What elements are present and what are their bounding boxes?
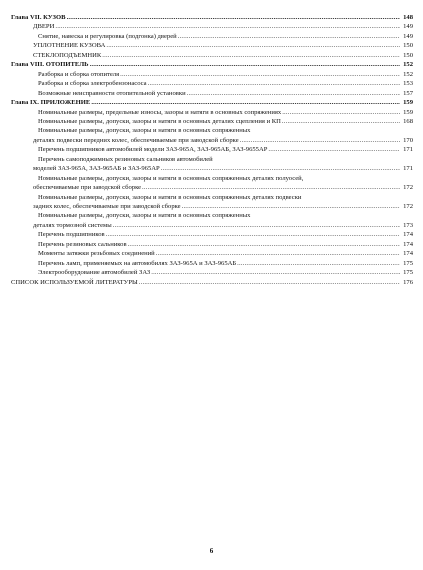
toc-entry-title: Перечень самоподжимных резиновых сальников автомобилей bbox=[38, 155, 213, 163]
toc-entry bbox=[11, 60, 413, 69]
toc-entry bbox=[11, 164, 413, 173]
toc-entry bbox=[11, 41, 413, 50]
toc-entry bbox=[11, 278, 413, 287]
toc-leader-dots bbox=[240, 136, 400, 145]
toc-leader-dots bbox=[187, 89, 400, 98]
toc-entry bbox=[11, 136, 413, 145]
toc-entry bbox=[11, 98, 413, 107]
toc-entry-page: 172 bbox=[403, 203, 413, 210]
toc-entry-page: 175 bbox=[403, 259, 413, 267]
toc-entry-title: УПЛОТНЕНИЕ КУЗОВА bbox=[33, 42, 106, 50]
toc-entry-title: деталях подвески передних колес, обеспечиваемые при заводской сборке bbox=[33, 136, 239, 144]
toc-leader-dots bbox=[113, 221, 400, 230]
toc-leader-dots bbox=[139, 278, 400, 287]
toc-entry-title: Номинальные размеры, допуски, зазоры и натяги в основных сопряженных деталях подвески bbox=[38, 193, 302, 201]
toc-entry bbox=[11, 79, 413, 88]
toc-entry bbox=[11, 202, 413, 211]
toc-entry bbox=[11, 51, 413, 60]
toc-entry-page: 170 bbox=[403, 136, 413, 144]
toc-entry bbox=[11, 230, 413, 239]
toc-entry-title: Снятие, навеска и регулировка (подгонка) дверей bbox=[38, 32, 177, 40]
toc-entry-title: Разборка и сборка электробензонасоса bbox=[38, 80, 147, 88]
toc-entry bbox=[11, 268, 413, 277]
toc-entry bbox=[11, 22, 413, 31]
toc-leader-dots bbox=[282, 108, 400, 117]
toc-entry-page: 159 bbox=[403, 99, 413, 107]
toc-entry-title: СПИСОК ИСПОЛЬЗУЕМОЙ ЛИТЕРАТУРЫ bbox=[11, 278, 138, 286]
toc-entry bbox=[11, 259, 413, 268]
toc-entry-page: 174 bbox=[403, 250, 413, 258]
toc-entry-title: Моменты затяжки резьбовых соединений bbox=[38, 250, 155, 258]
toc-entry bbox=[11, 174, 413, 183]
toc-entry-title: Номинальные размеры, допуски, зазоры и натяги в основных сопряженных bbox=[38, 212, 251, 220]
toc-entry bbox=[11, 249, 413, 258]
toc-entry bbox=[11, 89, 413, 98]
toc-entry-page: 149 bbox=[403, 32, 413, 40]
toc-entry-title: Перечень резиновых сальников bbox=[38, 240, 127, 248]
toc-entry-title: Перечень подшипников автомобилей модели ЗАЗ-965А, ЗАЗ-965АБ, ЗАЗ-9655АР bbox=[38, 146, 268, 154]
toc-leader-dots bbox=[55, 22, 400, 31]
toc-entry bbox=[11, 108, 413, 117]
toc-leader-dots bbox=[151, 268, 400, 277]
toc-entry-page: 171 bbox=[403, 146, 413, 154]
toc-entry-title: Номинальные размеры, допуски, зазоры и натяги в основных сопряженных bbox=[38, 127, 251, 135]
toc-entry-page: 173 bbox=[403, 221, 413, 229]
toc-leader-dots bbox=[102, 51, 400, 60]
toc-entry bbox=[11, 183, 413, 192]
toc-leader-dots bbox=[237, 259, 400, 268]
toc-entry-page: 148 bbox=[403, 14, 413, 21]
toc-entry-title: моделей ЗАЗ-965А, ЗАЗ-965АБ и ЗАЗ-965АР bbox=[33, 165, 160, 173]
toc-entry-page: 174 bbox=[403, 240, 413, 248]
toc-entry bbox=[11, 193, 413, 202]
toc-entry-page: 176 bbox=[403, 278, 413, 286]
toc-entry-page: 152 bbox=[403, 70, 413, 78]
toc-entry bbox=[11, 13, 413, 22]
toc-leader-dots bbox=[282, 117, 400, 126]
toc-entry bbox=[11, 221, 413, 230]
toc-entry-page: 157 bbox=[403, 89, 413, 97]
toc-leader-dots bbox=[142, 183, 400, 192]
toc-leader-dots bbox=[182, 202, 400, 211]
toc-entry-page: 171 bbox=[403, 165, 413, 173]
toc-leader-dots bbox=[106, 230, 400, 239]
toc-entry-title: Номинальные размеры, допуски, зазоры и натяги в основных сопряженных деталях полуосей, bbox=[38, 174, 304, 182]
toc-leader-dots bbox=[268, 145, 400, 154]
toc-leader-dots bbox=[156, 249, 400, 258]
toc-leader-dots bbox=[178, 32, 400, 41]
toc-entry-title: задних колес, обеспечиваемые при заводской сборке bbox=[33, 203, 181, 210]
toc-entry-page: 174 bbox=[403, 231, 413, 239]
toc-leader-dots bbox=[106, 41, 400, 50]
toc-leader-dots bbox=[148, 79, 400, 88]
toc-entry-page: 175 bbox=[403, 269, 413, 277]
toc-entry bbox=[11, 126, 413, 135]
toc-entry-title: ДВЕРИ bbox=[33, 23, 55, 31]
toc-entry-title: обеспечиваемые при заводской сборке bbox=[33, 184, 142, 192]
toc-entry-page: 159 bbox=[403, 108, 413, 116]
toc-leader-dots bbox=[67, 13, 400, 22]
page-number: 6 bbox=[209, 547, 214, 555]
toc-leader-dots bbox=[91, 98, 400, 107]
toc-entry-title: Номинальные размеры, предельные износы, зазоры и натяги в основных сопряжениях bbox=[38, 108, 282, 116]
toc-entry-title: Глава VIII. ОТОПИТЕЛЬ bbox=[11, 61, 89, 69]
toc-entry bbox=[11, 211, 413, 220]
toc-leader-dots bbox=[120, 70, 400, 79]
toc-entry bbox=[11, 32, 413, 41]
toc-entry bbox=[11, 70, 413, 79]
toc-entry-title: Глава VII. КУЗОВ bbox=[11, 14, 66, 21]
toc-leader-dots bbox=[161, 164, 400, 173]
toc-entry-page: 152 bbox=[403, 61, 413, 69]
toc-entry-title: деталях тормозной системы bbox=[33, 221, 112, 229]
toc-entry-page: 153 bbox=[403, 80, 413, 88]
toc-entry-title: Возможные неисправности отопительной установки bbox=[38, 89, 186, 97]
toc-leader-dots bbox=[128, 240, 400, 249]
toc-entry bbox=[11, 117, 413, 126]
toc-entry-title: Номинальные размеры, допуски, зазоры и натяги в основных деталях сцепления и КП bbox=[38, 117, 281, 125]
toc-entry-page: 150 bbox=[403, 42, 413, 50]
toc-entry-page: 168 bbox=[403, 117, 413, 125]
toc-entry-title: Перечень подшипников bbox=[38, 231, 105, 239]
toc-entry bbox=[11, 145, 413, 154]
toc-entry-title: Глава IX. ПРИЛОЖЕНИЕ bbox=[11, 99, 91, 107]
toc-entry-page: 149 bbox=[403, 23, 413, 31]
toc-entry bbox=[11, 155, 413, 164]
toc-entry-page: 172 bbox=[403, 184, 413, 192]
toc-entry-title: Электрооборудование автомобилей ЗАЗ bbox=[38, 269, 151, 277]
toc-leader-dots bbox=[90, 60, 400, 69]
toc-entry bbox=[11, 240, 413, 249]
toc-entry-title: Перечень ламп, применяемых на автомобилях ЗАЗ-965А и ЗАЗ-965АБ bbox=[38, 259, 237, 267]
toc-entry-title: Разборка и сборка отопителя bbox=[38, 70, 120, 78]
toc-entry-title: СТЕКЛОПОДЪЕМНИК bbox=[33, 51, 102, 59]
toc-entry-page: 150 bbox=[403, 51, 413, 59]
